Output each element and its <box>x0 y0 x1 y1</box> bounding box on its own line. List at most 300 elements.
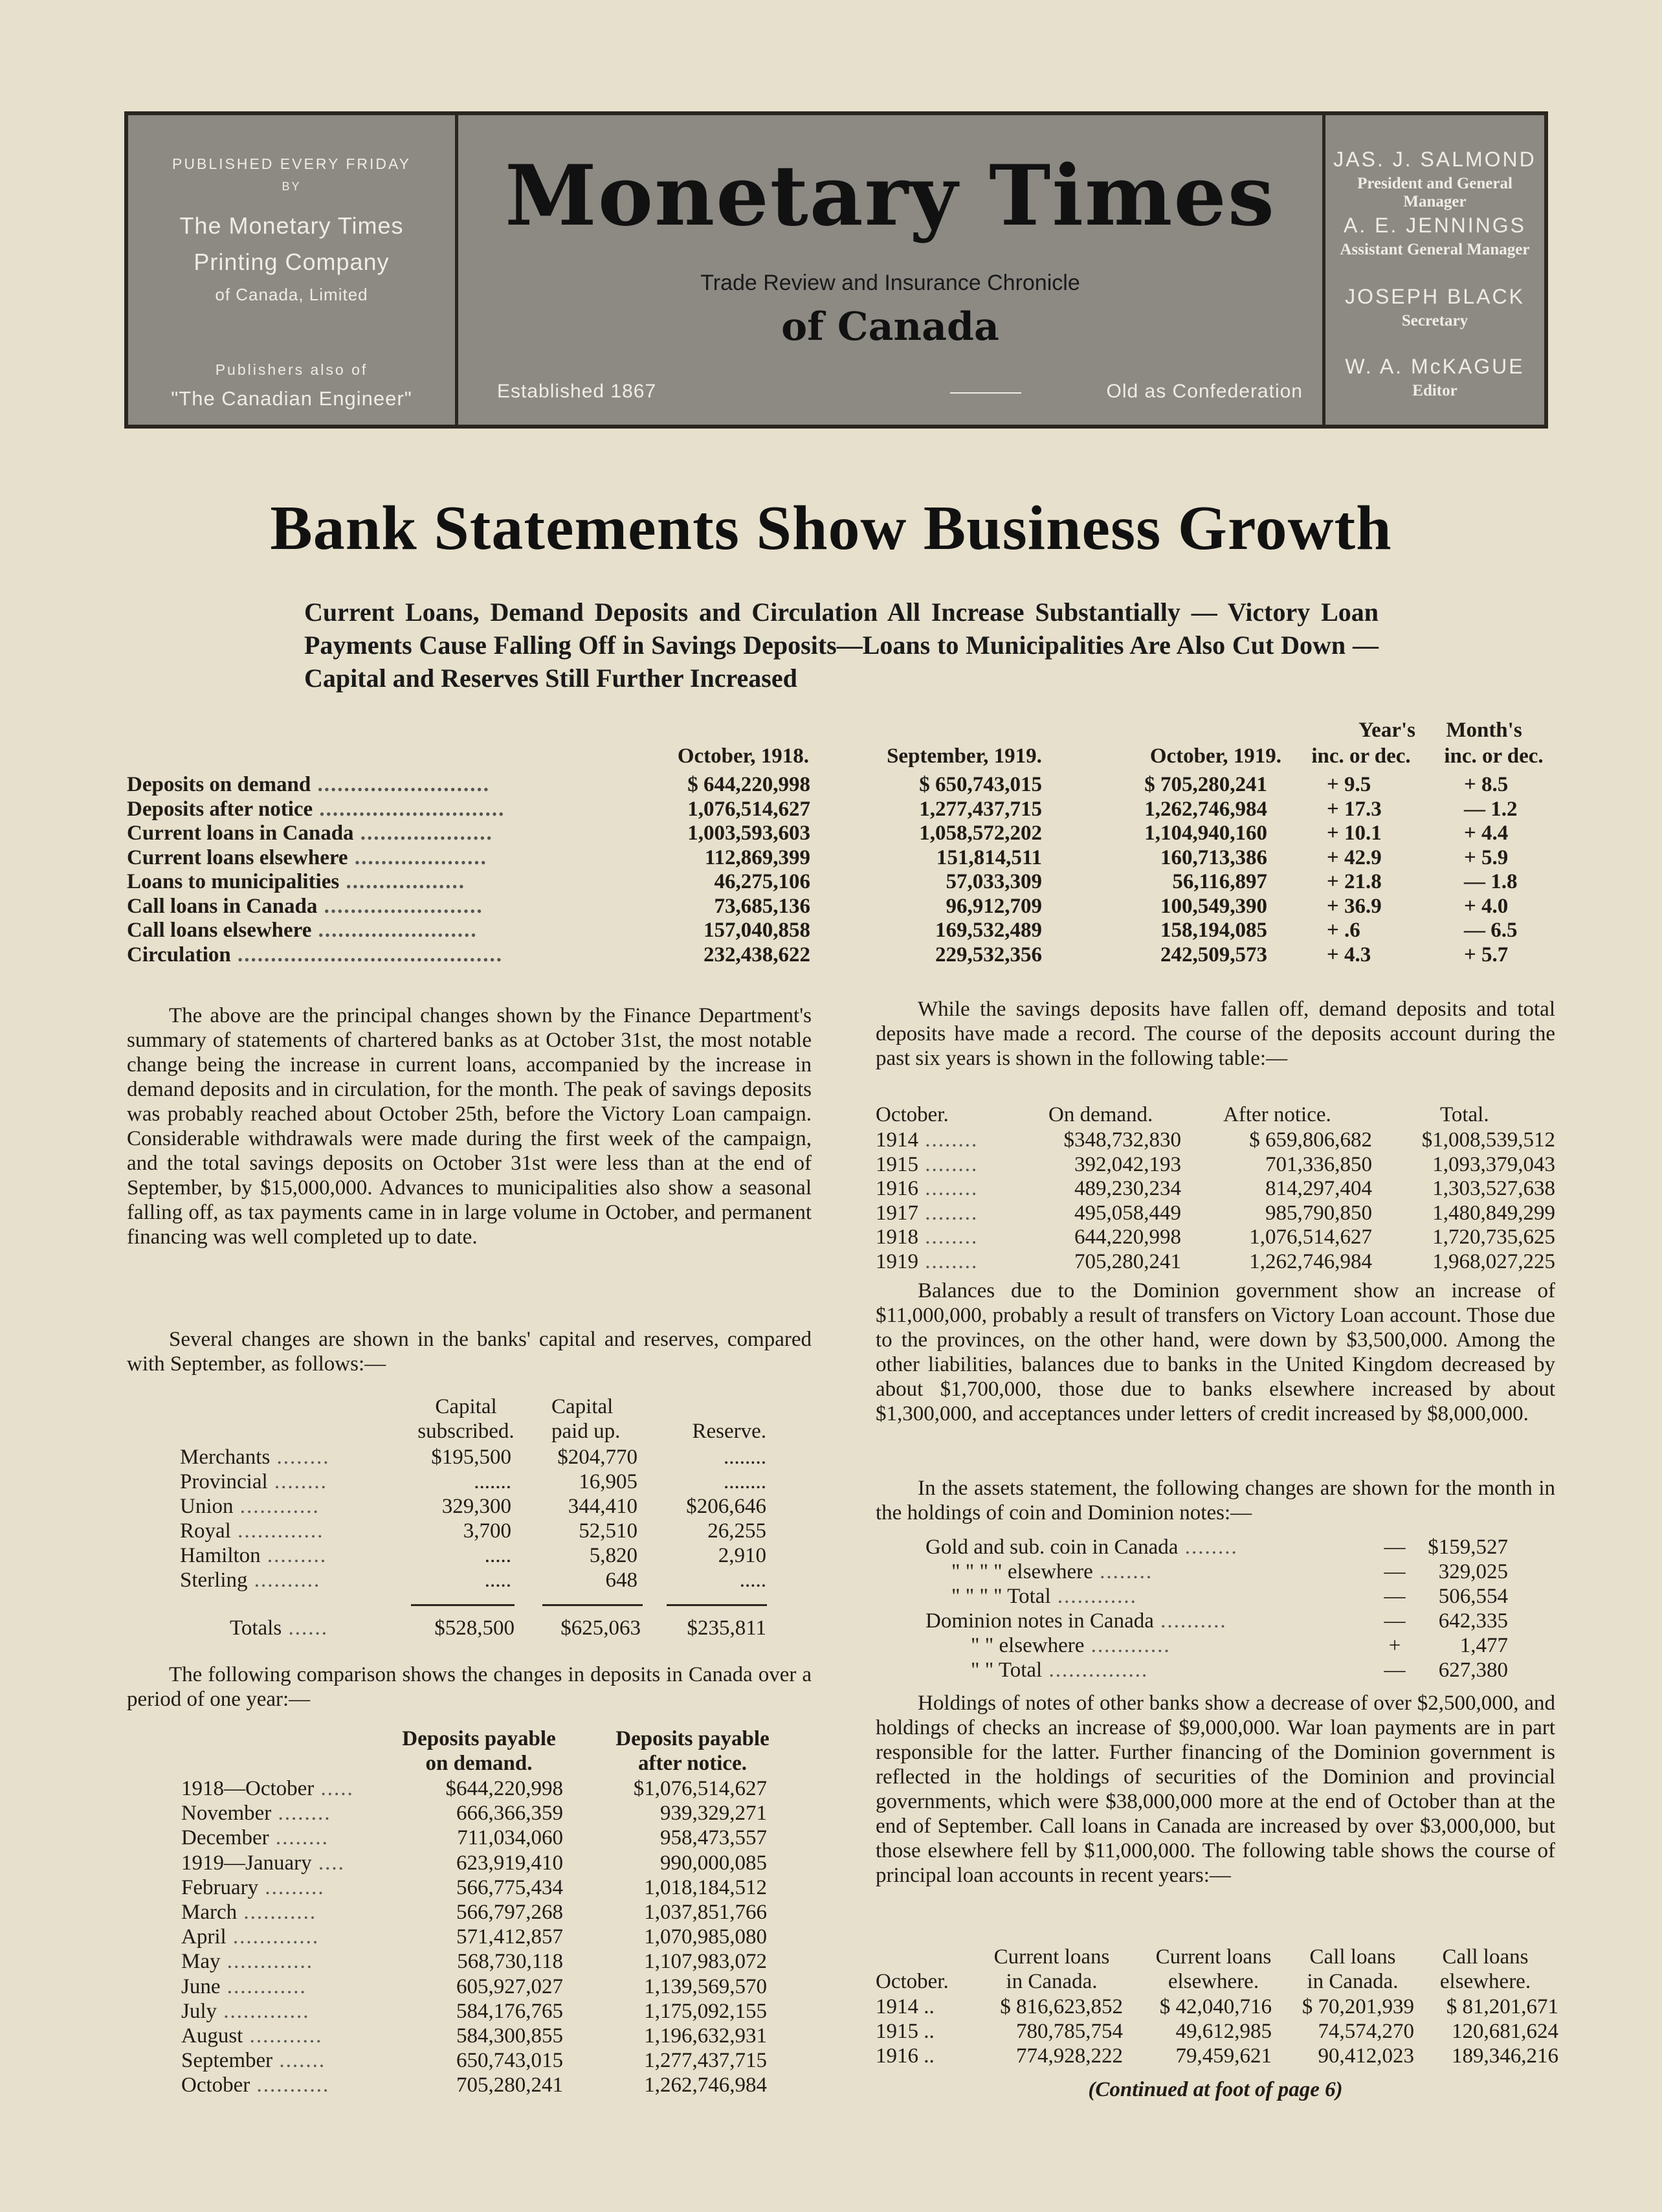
main-cell-year-change: + 10.1 <box>1327 821 1382 845</box>
header-cl-canada-2: in Canada. <box>1006 1970 1098 1993</box>
six-year-row-year <box>876 1201 978 1225</box>
row-label-text: 1919—January <box>181 1851 312 1875</box>
deposit-cell-demand: 650,743,015 <box>456 2049 563 2073</box>
main-cell-sep1919: 1,277,437,715 <box>919 797 1042 821</box>
main-cell-oct1919: 1,104,940,160 <box>1144 821 1267 845</box>
deposit-cell-demand: 566,797,268 <box>456 1901 563 1924</box>
published-line: PUBLISHED EVERY FRIDAY <box>172 155 411 172</box>
row-label-text: Merchants <box>180 1446 271 1469</box>
leader-dots: .................. <box>339 870 465 893</box>
leader-dots: .................... <box>353 821 493 845</box>
officer-role: Assistant General Manager <box>1340 241 1530 258</box>
leader-dots: ........ <box>918 1201 979 1225</box>
leader-dots: ............. <box>226 1925 320 1949</box>
row-label-text: Call loans in Canada <box>127 894 318 918</box>
loans-cell-cl-else: $ 42,040,716 <box>1159 1995 1272 2018</box>
row-label-text: " " " " Total <box>951 1585 1051 1608</box>
row-label-text: Dominion notes in Canada <box>925 1609 1154 1633</box>
left-paragraph-1 <box>127 1003 812 1249</box>
header-cl-else-2: elsewhere. <box>1168 1970 1259 1993</box>
six-year-row-year <box>876 1250 978 1274</box>
header-oct-1918: October, 1918. <box>677 744 809 768</box>
officer-name: A. E. JENNINGS <box>1343 214 1527 237</box>
main-cell-year-change: + .6 <box>1327 919 1360 942</box>
deposit-row-month <box>181 1777 354 1801</box>
six-year-cell-total: 1,093,379,043 <box>1432 1152 1555 1176</box>
leader-dots: ........... <box>243 2024 323 2048</box>
deposit-cell-demand: 623,919,410 <box>456 1851 563 1875</box>
row-label-text: Current loans in Canada <box>127 821 354 845</box>
row-label-text: 1916 <box>876 1177 918 1200</box>
divider <box>950 392 1021 394</box>
paragraph-text: Holdings of notes of other banks show a decrease of over $2,500,000, and holdings of checks an increase of $9,000,000. War loan payments are in part responsible for the latter. Further financing of the Dominion government is reflected in the holdings of securities of the Dominion and provincial governments, which were $38,000,000 more at the end of October than at the end of September. Call loans in Canada are increased by over $3,000,000, but those elsewhere fell by $11,000,000. The following table shows the course of principal loan accounts in recent years:— <box>876 1692 1555 1887</box>
publication-subtitle: Trade Review and Insurance Chronicle <box>700 271 1080 295</box>
capital-row-bank <box>180 1544 327 1568</box>
officer-role: President and General Manager <box>1357 175 1512 210</box>
row-label-text: Deposits after notice <box>127 797 313 821</box>
leader-dots: ........ <box>269 1826 329 1850</box>
header-cl-canada-1: Current loans <box>993 1945 1110 1969</box>
total-rule <box>411 1604 515 1606</box>
capital-cell-subscribed: 329,300 <box>441 1495 511 1518</box>
capital-row-bank <box>180 1569 320 1592</box>
coin-cell-sign: — <box>1384 1585 1406 1608</box>
row-label-text: 1914 <box>876 1128 918 1152</box>
capital-cell-paid: 344,410 <box>568 1495 637 1518</box>
coin-cell-sign: — <box>1384 1659 1406 1682</box>
leader-dots: ......... <box>260 1544 327 1567</box>
coin-cell-sign: — <box>1384 1609 1406 1633</box>
leader-dots: ............................ <box>313 797 505 821</box>
totals-reserve: $235,811 <box>687 1616 766 1640</box>
main-row-label <box>127 943 645 967</box>
publisher-name-3: of Canada, Limited <box>215 285 368 304</box>
paragraph-text: While the savings deposits have fallen off, demand deposits and total deposits have made a record. The course of the deposits account during the past six years is shown in the following table:— <box>876 998 1555 1070</box>
deposit-cell-notice: 958,473,557 <box>660 1826 767 1850</box>
row-label-text: June <box>181 1974 221 1998</box>
header-years-2: inc. or dec. <box>1311 744 1411 768</box>
main-cell-oct1919: 100,549,390 <box>1160 894 1267 918</box>
main-row-label <box>127 798 645 821</box>
loans-cell-cl-else: 79,459,621 <box>1175 2044 1272 2068</box>
loans-cell-call-else: $ 81,201,671 <box>1446 1995 1558 2018</box>
main-cell-oct1918: 112,869,399 <box>704 845 810 869</box>
deposit-cell-notice: 1,139,569,570 <box>644 1974 767 1998</box>
leader-dots: .... <box>311 1851 345 1875</box>
row-label-text: Royal <box>180 1519 231 1543</box>
loans-row-year: 1915 .. <box>876 2020 935 2043</box>
main-cell-oct1918: 1,003,593,603 <box>687 821 810 845</box>
paragraph-text: In the assets statement, the following changes are shown for the month in the holdings of coin and Dominion notes:— <box>876 1477 1555 1525</box>
also-title: "The Canadian Engineer" <box>171 387 412 410</box>
row-label-text: October <box>181 2073 250 2097</box>
loans-cell-call-else: 120,681,624 <box>1452 2020 1558 2043</box>
main-cell-year-change: + 21.8 <box>1327 870 1382 893</box>
totals-label <box>230 1616 328 1640</box>
six-year-row-year <box>876 1128 978 1152</box>
header-total: Total. <box>1440 1103 1489 1126</box>
totals-label-text: Totals <box>230 1616 282 1640</box>
row-label-text: July <box>181 1999 217 2023</box>
six-year-cell-total: 1,480,849,299 <box>1432 1201 1555 1225</box>
header-months-2: inc. or dec. <box>1444 744 1544 768</box>
leader-dots: ..... <box>314 1777 354 1800</box>
leader-dots: ........ <box>271 1802 331 1826</box>
deposit-row-month <box>181 1925 319 1949</box>
coin-row-label <box>951 1585 1137 1609</box>
total-rule <box>667 1604 767 1606</box>
capital-row-bank <box>180 1470 327 1494</box>
capital-cell-paid: $204,770 <box>557 1446 637 1469</box>
publisher-panel <box>128 115 458 425</box>
header-months-1: Month's <box>1446 719 1522 742</box>
row-label-text: Loans to municipalities <box>127 870 340 893</box>
six-year-row-year <box>876 1153 978 1177</box>
six-year-cell-demand: $348,732,830 <box>1063 1128 1181 1152</box>
paragraph-text: The above are the principal changes shown by the Finance Department's summary of statements of chartered banks as at October 31st, the most notable change being the increase in current loans, accompanied by the increase in demand deposits and in circulation, for the month. The peak of savings deposits was probably reached about October 25th, before the Victory Loan campaign. Considerable withdrawals were made during the first week of the campaign, and the total savings deposits on October 31st were less than at the end of September, by $15,000,000. Advances to municipalities also show a seasonal falling off, as tax payments came in in large volume in October, and permanent financing was well completed up to date. <box>127 1004 812 1249</box>
main-cell-month-change: + 5.7 <box>1464 943 1509 966</box>
leader-dots: ........ <box>1092 1560 1153 1583</box>
leader-dots: ............. <box>220 1950 313 1974</box>
capital-cell-subscribed: ....... <box>474 1470 511 1493</box>
capital-cell-subscribed: ..... <box>484 1544 511 1567</box>
title-panel <box>458 115 1325 425</box>
loans-cell-call-canada: $ 70,201,939 <box>1302 1995 1414 2018</box>
old-as-confederation: Old as Confederation <box>1106 381 1303 402</box>
row-label-text: Provincial <box>180 1470 268 1493</box>
leader-dots: ...... <box>282 1616 328 1640</box>
capital-cell-subscribed: $195,500 <box>431 1446 511 1469</box>
row-label-text: 1917 <box>876 1201 918 1225</box>
header-notice-2: after notice. <box>638 1752 747 1775</box>
header-october: October. <box>876 1103 949 1126</box>
capital-cell-paid: 16,905 <box>579 1470 637 1493</box>
main-cell-oct1919: 160,713,386 <box>1160 845 1267 869</box>
coin-cell-value: 329,025 <box>1438 1560 1508 1583</box>
main-cell-sep1919: 96,912,709 <box>946 894 1042 918</box>
deposit-cell-demand: $644,220,998 <box>445 1777 563 1800</box>
right-paragraph-4 <box>876 1691 1555 1888</box>
leader-dots: ............. <box>230 1519 324 1543</box>
header-capital-paid-2: paid up. <box>551 1420 621 1443</box>
coin-row-label <box>971 1634 1171 1658</box>
deposit-row-month <box>181 2049 326 2073</box>
main-cell-year-change: + 9.5 <box>1327 773 1371 796</box>
established: Established 1867 <box>497 381 657 402</box>
publication-title: Monetary Times <box>505 148 1276 245</box>
loans-cell-cl-canada: 774,928,222 <box>1016 2044 1123 2068</box>
main-cell-month-change: + 8.5 <box>1464 773 1509 796</box>
deposit-cell-demand: 605,927,027 <box>456 1974 563 1998</box>
deposit-cell-demand: 566,775,434 <box>456 1875 563 1899</box>
loans-cell-cl-canada: $ 816,623,852 <box>1000 1995 1123 2018</box>
row-label-text: September <box>181 2049 273 2073</box>
leader-dots: ........................................ <box>230 943 503 966</box>
coin-row-label <box>925 1609 1227 1633</box>
row-label-text: 1918—October <box>181 1777 315 1800</box>
header-call-else-2: elsewhere. <box>1439 1970 1531 1993</box>
masthead <box>124 111 1548 429</box>
six-year-row-year <box>876 1177 978 1201</box>
main-cell-oct1918: 232,438,622 <box>704 943 810 966</box>
six-year-cell-total: 1,303,527,638 <box>1432 1177 1555 1200</box>
capital-cell-paid: 5,820 <box>589 1544 637 1567</box>
capital-cell-subscribed: 3,700 <box>463 1519 511 1543</box>
row-label-text: April <box>181 1925 227 1949</box>
loans-cell-call-canada: 74,574,270 <box>1318 2020 1414 2043</box>
total-rule <box>542 1604 643 1606</box>
paragraph-text: The following comparison shows the changes in deposits in Canada over a period of one year:— <box>127 1663 812 1711</box>
coin-cell-value: 1,477 <box>1459 1634 1508 1657</box>
capital-cell-reserve: ........ <box>724 1446 766 1469</box>
officer-role: Editor <box>1412 382 1457 399</box>
deposit-cell-demand: 705,280,241 <box>456 2073 563 2097</box>
leader-dots: .......................... <box>311 773 490 796</box>
leader-dots: ............ <box>1050 1585 1137 1608</box>
deposit-cell-demand: 666,366,359 <box>456 1802 563 1826</box>
leader-dots: ........ <box>918 1177 979 1200</box>
left-paragraph-3 <box>127 1662 812 1712</box>
officer-name: JOSEPH BLACK <box>1345 285 1525 308</box>
row-label-text: November <box>181 1802 272 1826</box>
six-year-cell-demand: 489,230,234 <box>1074 1177 1181 1200</box>
six-year-cell-notice: 814,297,404 <box>1265 1177 1372 1200</box>
deposit-cell-notice: $1,076,514,627 <box>633 1777 767 1800</box>
publisher-name-2: Printing Company <box>194 249 390 275</box>
leader-dots: ........ <box>267 1470 327 1493</box>
main-cell-sep1919: 169,532,489 <box>935 919 1042 942</box>
main-cell-sep1919: 151,814,511 <box>936 845 1042 869</box>
leader-dots: .......... <box>247 1569 321 1592</box>
main-cell-sep1919: 229,532,356 <box>935 943 1042 966</box>
totals-paid: $625,063 <box>560 1616 641 1640</box>
leader-dots: ............ <box>220 1974 307 1998</box>
header-demand-2: on demand. <box>425 1752 533 1775</box>
deposit-cell-notice: 1,196,632,931 <box>644 2024 767 2048</box>
leader-dots: ........ <box>1178 1536 1238 1559</box>
leader-dots: ....... <box>272 2049 326 2073</box>
row-label-text: Sterling <box>180 1569 248 1592</box>
coin-cell-sign: — <box>1384 1560 1406 1583</box>
header-oct-1919: October, 1919. <box>1149 744 1281 768</box>
loans-cell-cl-canada: 780,785,754 <box>1016 2020 1123 2043</box>
main-cell-oct1919: 158,194,085 <box>1160 919 1267 942</box>
header-capital-paid-1: Capital <box>551 1395 614 1418</box>
main-cell-sep1919: 57,033,309 <box>946 870 1042 893</box>
deposit-cell-demand: 584,176,765 <box>456 1999 563 2023</box>
coin-row-label <box>951 1560 1153 1584</box>
deposit-row-month <box>181 1975 307 1999</box>
deposit-cell-demand: 584,300,855 <box>456 2024 563 2048</box>
loans-row-year: 1916 .. <box>876 2044 935 2068</box>
header-notice-1: Deposits payable <box>615 1727 770 1750</box>
main-cell-sep1919: $ 650,743,015 <box>919 773 1042 796</box>
officer-name: JAS. J. SALMOND <box>1333 148 1536 171</box>
capital-cell-reserve: 26,255 <box>707 1519 766 1543</box>
six-year-cell-demand: 644,220,998 <box>1074 1225 1181 1249</box>
right-paragraph-3 <box>876 1476 1555 1525</box>
main-row-label <box>127 870 645 894</box>
deposit-row-month <box>181 1876 325 1900</box>
capital-row-bank <box>180 1519 324 1543</box>
officer-name: W. A. McKAGUE <box>1345 355 1525 378</box>
leader-dots: ........................ <box>317 894 483 918</box>
main-cell-oct1918: 157,040,858 <box>704 919 810 942</box>
capital-row-bank <box>180 1446 330 1469</box>
row-label-text: May <box>181 1950 221 1974</box>
header-years-1: Year's <box>1358 719 1415 742</box>
paragraph-text: Balances due to the Dominion government show an increase of $11,000,000, probably a result of transfers on Victory Loan account. Those due to the provinces, on the other hand, were down by $3,500,000. Among the other liabilities, balances due to banks in the United Kingdom decreased by about $1,700,000, those due to banks elsewhere increased by about $1,300,000, and acceptances under letters of credit increased by $8,000,000. <box>876 1279 1555 1425</box>
main-cell-oct1919: 56,116,897 <box>1172 870 1267 893</box>
leader-dots: ........ <box>918 1128 979 1152</box>
main-cell-oct1918: 1,076,514,627 <box>687 797 810 821</box>
capital-cell-reserve: ..... <box>739 1569 766 1592</box>
leader-dots: ........ <box>918 1249 979 1273</box>
row-label-text: 1919 <box>876 1249 918 1273</box>
left-paragraph-2 <box>127 1327 812 1376</box>
main-cell-oct1918: $ 644,220,998 <box>687 773 810 796</box>
main-cell-month-change: + 4.4 <box>1464 821 1509 845</box>
officers-panel <box>1325 115 1544 425</box>
capital-cell-paid: 52,510 <box>579 1519 637 1543</box>
deposit-row-month <box>181 2000 310 2024</box>
header-demand-1: Deposits payable <box>402 1727 556 1750</box>
six-year-cell-notice: 985,790,850 <box>1265 1201 1372 1225</box>
six-year-cell-total: $1,008,539,512 <box>1421 1128 1555 1152</box>
row-label-text: Union <box>180 1495 234 1518</box>
leader-dots: ........... <box>237 1901 317 1924</box>
main-row-label <box>127 919 645 943</box>
continued-note: (Continued at foot of page 6) <box>1088 2078 1343 2101</box>
leader-dots: .................... <box>348 845 487 869</box>
deposit-row-month <box>181 1851 345 1875</box>
main-row-label <box>127 773 645 797</box>
deposit-cell-notice: 1,175,092,155 <box>644 1999 767 2023</box>
main-cell-year-change: + 42.9 <box>1327 845 1382 869</box>
leader-dots: ........... <box>250 2073 330 2097</box>
main-cell-oct1919: 242,509,573 <box>1160 943 1267 966</box>
right-paragraph-2 <box>876 1279 1555 1426</box>
leader-dots: ........................ <box>311 919 478 942</box>
of-canada: of Canada <box>781 304 999 350</box>
six-year-cell-notice: 1,076,514,627 <box>1249 1225 1372 1249</box>
deposit-row-month <box>181 2024 322 2048</box>
publisher-name-1: The Monetary Times <box>179 212 404 239</box>
main-cell-oct1918: 73,685,136 <box>714 894 810 918</box>
main-cell-sep1919: 1,058,572,202 <box>919 821 1042 845</box>
row-label-text: Hamilton <box>180 1544 261 1567</box>
main-cell-month-change: — 6.5 <box>1464 919 1518 942</box>
right-paragraph-1 <box>876 997 1555 1071</box>
deposit-cell-notice: 1,107,983,072 <box>644 1950 767 1974</box>
six-year-cell-notice: $ 659,806,682 <box>1249 1128 1372 1152</box>
deposit-cell-notice: 939,329,271 <box>660 1802 767 1826</box>
capital-cell-paid: 648 <box>605 1569 637 1592</box>
deposit-cell-notice: 1,070,985,080 <box>644 1925 767 1949</box>
header-call-canada-1: Call loans <box>1309 1945 1396 1969</box>
row-label-text: February <box>181 1875 259 1899</box>
main-row-label <box>127 821 645 845</box>
deposit-cell-demand: 711,034,060 <box>457 1826 563 1850</box>
deposit-cell-notice: 1,262,746,984 <box>644 2073 767 2097</box>
deposit-row-month <box>181 1802 331 1826</box>
main-cell-oct1919: $ 705,280,241 <box>1144 773 1267 796</box>
main-row-label <box>127 895 645 919</box>
coin-cell-value: 627,380 <box>1438 1659 1508 1682</box>
main-cell-year-change: + 36.9 <box>1327 894 1382 918</box>
deposit-cell-demand: 568,730,118 <box>457 1950 563 1974</box>
row-label-text: Circulation <box>127 943 231 966</box>
row-label-text: " " Total <box>971 1659 1043 1682</box>
row-label-text: Current loans elsewhere <box>127 845 348 869</box>
row-label-text: " " " " elsewhere <box>951 1560 1093 1583</box>
coin-row-label <box>925 1536 1238 1559</box>
leader-dots: ............ <box>1084 1634 1171 1657</box>
row-label-text: Gold and sub. coin in Canada <box>925 1536 1179 1559</box>
leader-dots: ........ <box>270 1446 330 1469</box>
deposit-cell-notice: 1,018,184,512 <box>644 1875 767 1899</box>
header-capital-subscribed-1: Capital <box>435 1395 497 1418</box>
main-cell-month-change: + 4.0 <box>1464 894 1509 918</box>
coin-cell-value: $159,527 <box>1428 1536 1508 1559</box>
coin-row-label <box>971 1659 1148 1682</box>
six-year-cell-demand: 705,280,241 <box>1074 1249 1181 1273</box>
coin-cell-sign: + <box>1388 1634 1401 1657</box>
deposit-cell-notice: 1,277,437,715 <box>644 2049 767 2073</box>
header-call-else-1: Call loans <box>1442 1945 1529 1969</box>
six-year-cell-demand: 495,058,449 <box>1074 1201 1181 1225</box>
coin-cell-value: 506,554 <box>1438 1585 1508 1608</box>
six-year-cell-notice: 1,262,746,984 <box>1249 1249 1372 1273</box>
leader-dots: ............ <box>233 1495 320 1518</box>
row-label-text: 1918 <box>876 1225 918 1249</box>
deposit-row-month <box>181 1826 329 1850</box>
row-label-text: August <box>181 2024 243 2048</box>
main-cell-oct1919: 1,262,746,984 <box>1144 797 1267 821</box>
loans-row-year: 1914 .. <box>876 1995 935 2018</box>
leader-dots: .......... <box>1153 1609 1227 1633</box>
header-capital-subscribed-2: subscribed. <box>417 1420 515 1443</box>
leader-dots: ........ <box>918 1225 979 1249</box>
capital-row-bank <box>180 1495 320 1519</box>
totals-subscribed: $528,500 <box>434 1616 515 1640</box>
capital-cell-subscribed: ..... <box>484 1569 511 1592</box>
six-year-cell-total: 1,968,027,225 <box>1432 1249 1555 1273</box>
loans-cell-call-canada: 90,412,023 <box>1318 2044 1414 2068</box>
coin-cell-value: 642,335 <box>1438 1609 1508 1633</box>
paragraph-text: Several changes are shown in the banks' capital and reserves, compared with September, as follows:— <box>127 1328 812 1376</box>
leader-dots: ............. <box>217 1999 310 2023</box>
main-cell-month-change: + 5.9 <box>1464 845 1509 869</box>
header-reserve: Reserve. <box>692 1420 766 1443</box>
header-on-demand: On demand. <box>1048 1103 1153 1126</box>
row-label-text: Deposits on demand <box>127 773 311 796</box>
deposit-cell-notice: 990,000,085 <box>660 1851 767 1875</box>
deposit-cell-notice: 1,037,851,766 <box>644 1901 767 1924</box>
capital-cell-reserve: $206,646 <box>686 1495 766 1518</box>
six-year-cell-notice: 701,336,850 <box>1265 1152 1372 1176</box>
row-label-text: December <box>181 1826 269 1850</box>
main-cell-year-change: + 17.3 <box>1327 797 1382 821</box>
header-cl-else-1: Current loans <box>1155 1945 1272 1969</box>
leader-dots: ........ <box>918 1152 979 1176</box>
main-row-label <box>127 846 645 870</box>
header-sep-1919: September, 1919. <box>887 744 1042 768</box>
coin-cell-sign: — <box>1384 1536 1406 1559</box>
loans-cell-cl-else: 49,612,985 <box>1175 2020 1272 2043</box>
publishers-also: Publishers also of <box>215 361 368 378</box>
header-call-canada-2: in Canada. <box>1307 1970 1399 1993</box>
